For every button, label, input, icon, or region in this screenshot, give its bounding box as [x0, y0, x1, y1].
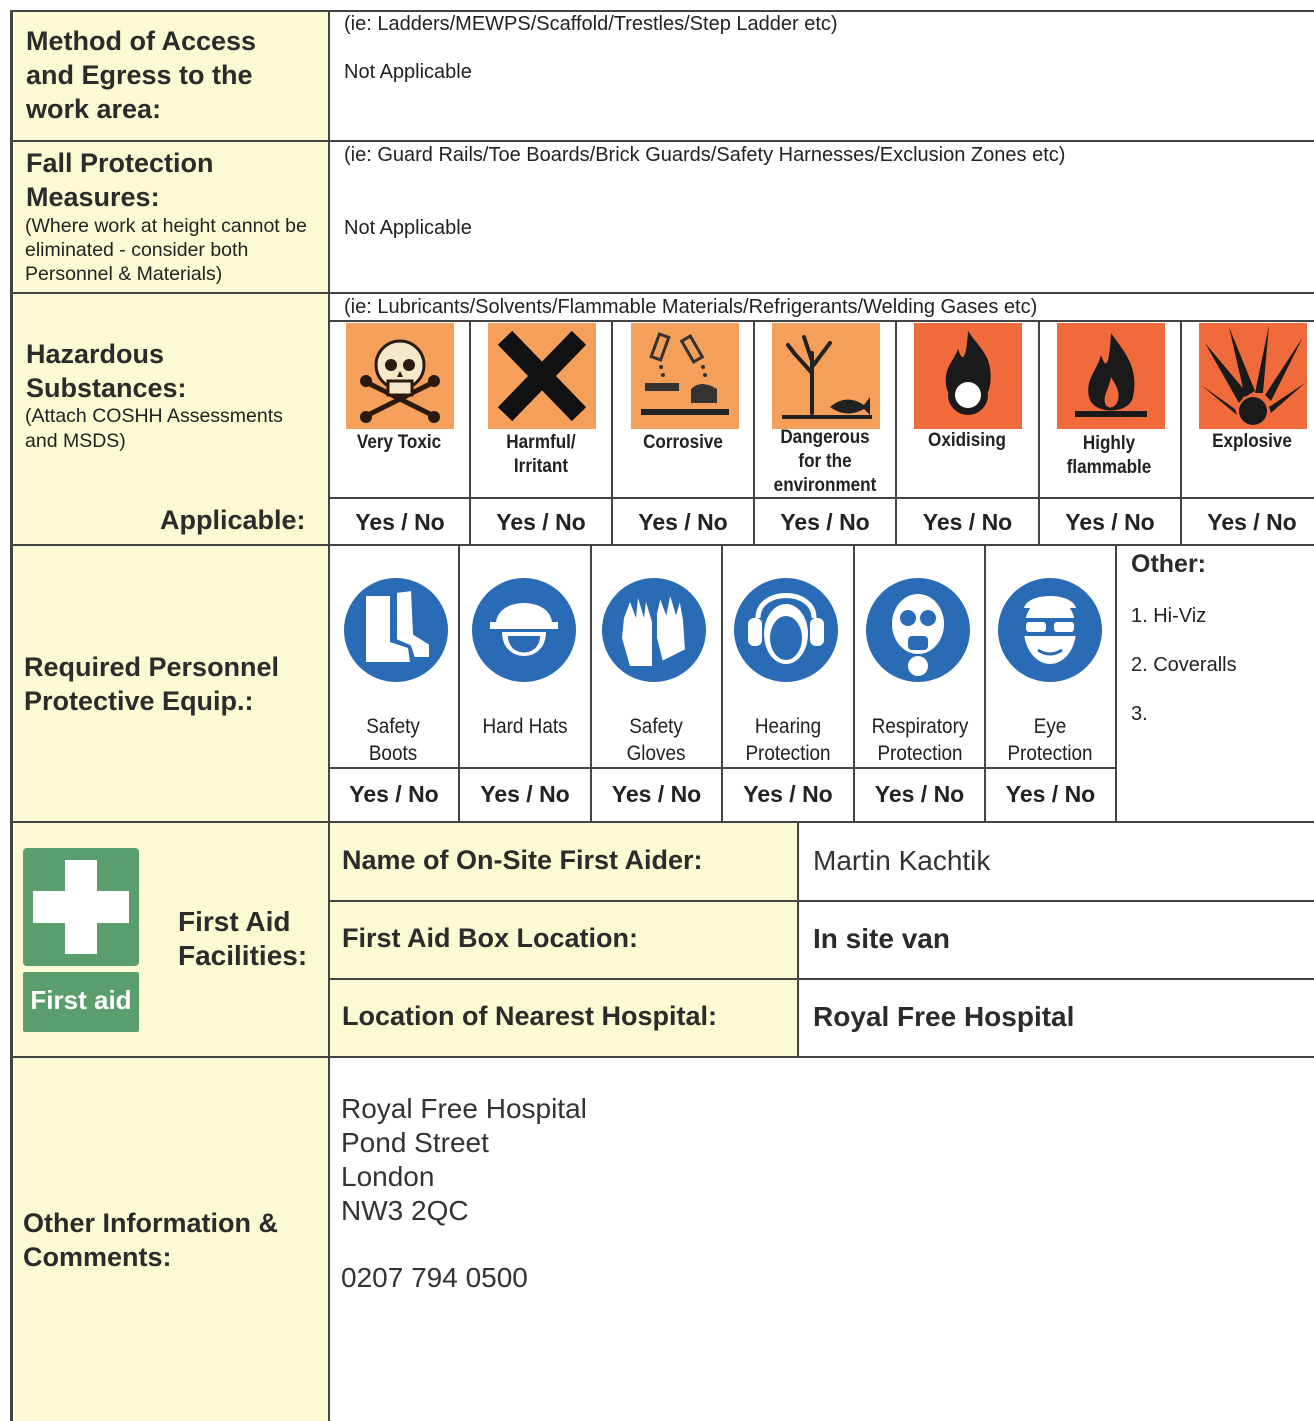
ppe-answer-safety-boots[interactable]: Yes / No	[349, 781, 439, 807]
skull-crossbones-icon	[346, 323, 454, 429]
flame-over-circle-icon	[914, 323, 1022, 429]
hazard-answer-highly-flammable[interactable]: Yes / No	[1065, 509, 1155, 535]
address-line: NW3 2QC	[341, 1195, 469, 1226]
hazard-name-highly-flammable: Highly flammable	[1066, 433, 1152, 478]
hospital-label: Location of Nearest Hospital:	[342, 1001, 718, 1031]
fall-value[interactable]: Not Applicable	[344, 217, 472, 239]
hazard-hint: (ie: Lubricants/Solvents/Flammable Materials/Refrigerants/Welding Gases etc)	[344, 296, 1038, 318]
hazard-answer-explosive[interactable]: Yes / No	[1207, 509, 1297, 535]
ppe-name-hard-hats: Hard Hats	[482, 715, 568, 738]
first-aid-label: First Aid Facilities:	[178, 906, 308, 971]
hard-hat-icon	[472, 578, 576, 682]
hazard-label: Hazardous Substances:	[26, 339, 187, 403]
first-aider-value[interactable]: Martin Kachtik	[813, 845, 991, 876]
ppe-label: Required Personnel Protective Equip.:	[24, 652, 280, 716]
boot-icon	[344, 578, 448, 682]
access-value[interactable]: Not Applicable	[344, 61, 472, 83]
ppe-answer-safety-gloves[interactable]: Yes / No	[611, 781, 702, 807]
ppe-other-item-3[interactable]: 3.	[1131, 703, 1148, 725]
gloves-icon	[602, 578, 706, 682]
first-aid-box-value[interactable]: In site van	[813, 923, 950, 954]
flame-icon	[1057, 323, 1165, 429]
corrosive-icon	[631, 323, 739, 429]
address-line: London	[341, 1161, 435, 1192]
dead-tree-fish-icon	[772, 323, 880, 429]
ppe-other-title: Other:	[1131, 550, 1206, 578]
ppe-name-respiratory-protection: Respiratory Protection	[871, 715, 969, 765]
fall-note: (Where work at height cannot be eliminated - consider both Personnel & Materials)	[25, 215, 307, 285]
fall-hint: (ie: Guard Rails/Toe Boards/Brick Guards/Safety Harnesses/Exclusion Zones etc)	[344, 144, 1066, 166]
x-cross-icon	[488, 323, 596, 429]
hazard-note: (Attach COSHH Assessments and MSDS)	[25, 405, 283, 452]
ppe-answer-eye-protection[interactable]: Yes / No	[1005, 781, 1096, 807]
applicable-label: Applicable:	[160, 505, 306, 535]
hazard-name-corrosive: Corrosive	[643, 432, 723, 453]
other-info-content[interactable]	[341, 1092, 587, 1295]
respirator-icon	[866, 578, 970, 682]
hospital-value[interactable]: Royal Free Hospital	[813, 1001, 1075, 1032]
first-aid-cross-icon	[23, 848, 139, 966]
hazard-answer-dangerous-environment[interactable]: Yes / No	[780, 509, 870, 535]
fall-label: Fall Protection Measures:	[26, 148, 214, 212]
ppe-other-item-1[interactable]: 1. Hi-Viz	[1131, 605, 1207, 627]
explosion-icon	[1199, 323, 1307, 429]
access-label: Method of Access and Egress to the work area:	[26, 26, 257, 124]
first-aider-label: Name of On-Site First Aider:	[342, 845, 703, 875]
hazard-name-explosive: Explosive	[1212, 431, 1292, 452]
ppe-other-item-2[interactable]: 2. Coveralls	[1131, 654, 1237, 676]
ppe-answer-hearing-protection[interactable]: Yes / No	[743, 781, 833, 807]
hazard-name-very-toxic: Very Toxic	[356, 432, 442, 453]
ppe-name-safety-boots: Safety Boots	[366, 715, 420, 765]
first-aid-box-label: First Aid Box Location:	[342, 923, 638, 953]
ppe-answer-respiratory-protection[interactable]: Yes / No	[874, 781, 965, 807]
goggles-icon	[998, 578, 1102, 682]
hazard-name-oxidising: Oxidising	[928, 430, 1006, 451]
phone-number: 0207 794 0500	[341, 1262, 528, 1293]
hazard-answer-very-toxic[interactable]: Yes / No	[355, 509, 445, 535]
hazard-answer-corrosive[interactable]: Yes / No	[638, 509, 728, 535]
first-aid-sign-text: First aid	[23, 972, 139, 1032]
first-aid-sign	[23, 848, 139, 1032]
hazard-answer-oxidising[interactable]: Yes / No	[922, 509, 1013, 535]
other-info-label: Other Information & Comments:	[23, 1208, 278, 1272]
ppe-name-hearing-protection: Hearing Protection	[745, 715, 831, 765]
access-hint: (ie: Ladders/MEWPS/Scaffold/Trestles/Step Ladder etc)	[344, 13, 838, 35]
address-line: Pond Street	[341, 1127, 489, 1158]
address-line: Royal Free Hospital	[341, 1093, 587, 1124]
ppe-name-eye-protection: Eye Protection	[1007, 715, 1093, 765]
ppe-answer-hard-hats[interactable]: Yes / No	[480, 781, 570, 807]
ear-defenders-icon	[734, 578, 838, 682]
hazard-name-dangerous-environment: Dangerous for the environment	[773, 427, 877, 496]
hazard-answer-harmful-irritant[interactable]: Yes / No	[496, 509, 586, 535]
hazard-name-harmful-irritant: Harmful/ Irritant	[506, 432, 576, 477]
ppe-name-safety-gloves: Safety Gloves	[626, 715, 686, 765]
